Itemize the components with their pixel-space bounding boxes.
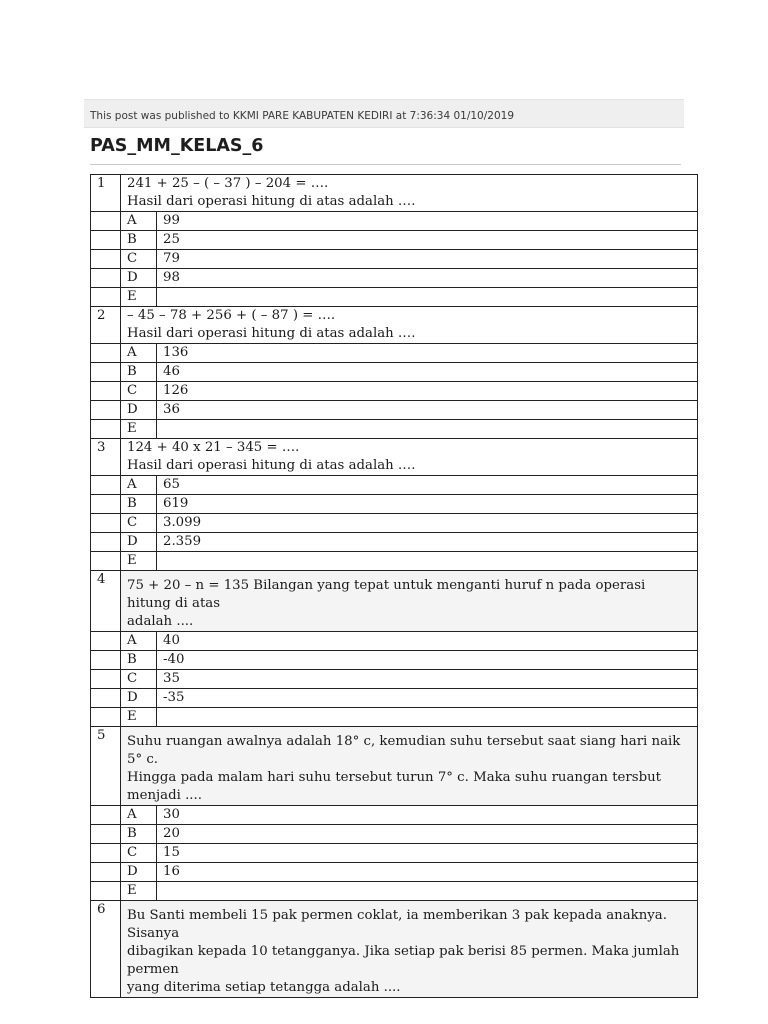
question-text-line: – 45 – 78 + 256 + ( – 87 ) = …. (127, 308, 336, 323)
option-spacer-cell (91, 231, 121, 250)
question-text-line: Hingga pada malam hari suhu tersebut turun 7° c. Maka suhu ruangan tersbut menjadi .... (127, 770, 662, 803)
option-row (91, 269, 698, 288)
question-text-line: 124 + 40 x 21 – 345 = …. (127, 440, 300, 455)
document-title: PAS_MM_KELAS_6 (90, 136, 264, 156)
question-number: 6 (91, 901, 121, 998)
option-letter: B (121, 651, 157, 670)
option-answer (157, 420, 698, 439)
question-number: 4 (91, 571, 121, 632)
option-row (91, 420, 698, 439)
option-spacer-cell (91, 533, 121, 552)
option-answer (157, 882, 698, 901)
publish-banner-text: This post was published to KKMI PARE KABUPATEN KEDIRI at 7:36:34 01/10/2019 (90, 110, 514, 122)
option-spacer-cell (91, 212, 121, 231)
question-row (91, 175, 698, 212)
option-letter: B (121, 495, 157, 514)
option-row (91, 651, 698, 670)
option-letter: A (121, 212, 157, 231)
option-answer (157, 708, 698, 727)
option-letter: A (121, 344, 157, 363)
question-row (91, 307, 698, 344)
option-answer: 35 (157, 670, 698, 689)
option-answer (157, 552, 698, 571)
option-answer: 16 (157, 863, 698, 882)
option-row (91, 250, 698, 269)
question-text-line: adalah .... (127, 614, 194, 629)
option-row (91, 689, 698, 708)
option-spacer-cell (91, 495, 121, 514)
option-spacer-cell (91, 514, 121, 533)
question-table (90, 174, 698, 998)
option-letter: D (121, 863, 157, 882)
option-letter: E (121, 288, 157, 307)
option-answer: 46 (157, 363, 698, 382)
question-text (121, 439, 698, 476)
option-spacer-cell (91, 476, 121, 495)
option-letter: B (121, 825, 157, 844)
option-spacer-cell (91, 632, 121, 651)
option-spacer-cell (91, 670, 121, 689)
option-spacer-cell (91, 363, 121, 382)
option-spacer-cell (91, 806, 121, 825)
option-letter: A (121, 806, 157, 825)
question-number: 3 (91, 439, 121, 476)
question-text (121, 727, 698, 806)
option-spacer-cell (91, 708, 121, 727)
option-row (91, 552, 698, 571)
option-letter: C (121, 250, 157, 269)
question-text-line: Hasil dari operasi hitung di atas adalah …. (127, 458, 416, 473)
question-text-line: Suhu ruangan awalnya adalah 18° c, kemudian suhu tersebut saat siang hari naik 5° c. (127, 734, 681, 767)
option-letter: A (121, 632, 157, 651)
option-letter: C (121, 514, 157, 533)
option-answer: 40 (157, 632, 698, 651)
option-row (91, 708, 698, 727)
option-answer: 36 (157, 401, 698, 420)
publish-banner (84, 99, 684, 128)
option-row (91, 533, 698, 552)
option-letter: A (121, 476, 157, 495)
option-row (91, 670, 698, 689)
option-spacer-cell (91, 844, 121, 863)
question-text (121, 307, 698, 344)
option-answer (157, 288, 698, 307)
option-answer: 15 (157, 844, 698, 863)
question-number: 1 (91, 175, 121, 212)
option-letter: D (121, 533, 157, 552)
question-number: 5 (91, 727, 121, 806)
option-answer: 99 (157, 212, 698, 231)
option-letter: B (121, 363, 157, 382)
option-answer: -40 (157, 651, 698, 670)
option-spacer-cell (91, 401, 121, 420)
option-answer: 619 (157, 495, 698, 514)
option-answer: 65 (157, 476, 698, 495)
question-row (91, 901, 698, 998)
question-text-line: dibagikan kepada 10 tetangganya. Jika setiap pak berisi 85 permen. Maka jumlah permen (127, 944, 680, 977)
option-row (91, 401, 698, 420)
option-answer: 126 (157, 382, 698, 401)
option-spacer-cell (91, 250, 121, 269)
option-letter: C (121, 382, 157, 401)
option-spacer-cell (91, 269, 121, 288)
option-letter: D (121, 269, 157, 288)
option-row (91, 632, 698, 651)
question-number: 2 (91, 307, 121, 344)
question-text (121, 571, 698, 632)
option-row (91, 344, 698, 363)
question-text-line: yang diterima setiap tetangga adalah .... (127, 980, 401, 995)
option-row (91, 863, 698, 882)
question-text-line: Hasil dari operasi hitung di atas adalah …. (127, 326, 416, 341)
option-answer: 30 (157, 806, 698, 825)
option-letter: E (121, 708, 157, 727)
option-row (91, 212, 698, 231)
option-row (91, 882, 698, 901)
option-row (91, 288, 698, 307)
option-spacer-cell (91, 882, 121, 901)
option-spacer-cell (91, 825, 121, 844)
option-row (91, 231, 698, 250)
option-row (91, 514, 698, 533)
option-answer: -35 (157, 689, 698, 708)
option-spacer-cell (91, 689, 121, 708)
option-row (91, 844, 698, 863)
question-text-line: 75 + 20 – n = 135 Bilangan yang tepat untuk menganti huruf n pada operasi hitung di atas (127, 578, 646, 611)
question-text-line: 241 + 25 – ( – 37 ) – 204 = …. (127, 176, 329, 191)
title-divider (90, 164, 681, 165)
option-answer: 3.099 (157, 514, 698, 533)
option-row (91, 476, 698, 495)
option-answer: 136 (157, 344, 698, 363)
question-text-line: Hasil dari operasi hitung di atas adalah …. (127, 194, 416, 209)
question-text (121, 175, 698, 212)
question-row (91, 439, 698, 476)
question-row (91, 571, 698, 632)
question-text (121, 901, 698, 998)
option-letter: D (121, 689, 157, 708)
option-letter: C (121, 844, 157, 863)
option-letter: B (121, 231, 157, 250)
option-row (91, 363, 698, 382)
option-answer: 98 (157, 269, 698, 288)
option-spacer-cell (91, 288, 121, 307)
option-letter: D (121, 401, 157, 420)
option-row (91, 825, 698, 844)
option-row (91, 806, 698, 825)
option-answer: 25 (157, 231, 698, 250)
option-letter: E (121, 552, 157, 571)
question-text-line: Bu Santi membeli 15 pak permen coklat, ia memberikan 3 pak kepada anaknya. Sisanya (127, 908, 667, 941)
option-letter: E (121, 882, 157, 901)
option-spacer-cell (91, 651, 121, 670)
option-spacer-cell (91, 344, 121, 363)
option-spacer-cell (91, 552, 121, 571)
option-row (91, 382, 698, 401)
option-row (91, 495, 698, 514)
option-letter: E (121, 420, 157, 439)
option-spacer-cell (91, 382, 121, 401)
option-spacer-cell (91, 420, 121, 439)
question-table-body (91, 175, 698, 998)
option-answer: 2.359 (157, 533, 698, 552)
option-letter: C (121, 670, 157, 689)
option-answer: 20 (157, 825, 698, 844)
option-answer: 79 (157, 250, 698, 269)
option-spacer-cell (91, 863, 121, 882)
question-row (91, 727, 698, 806)
